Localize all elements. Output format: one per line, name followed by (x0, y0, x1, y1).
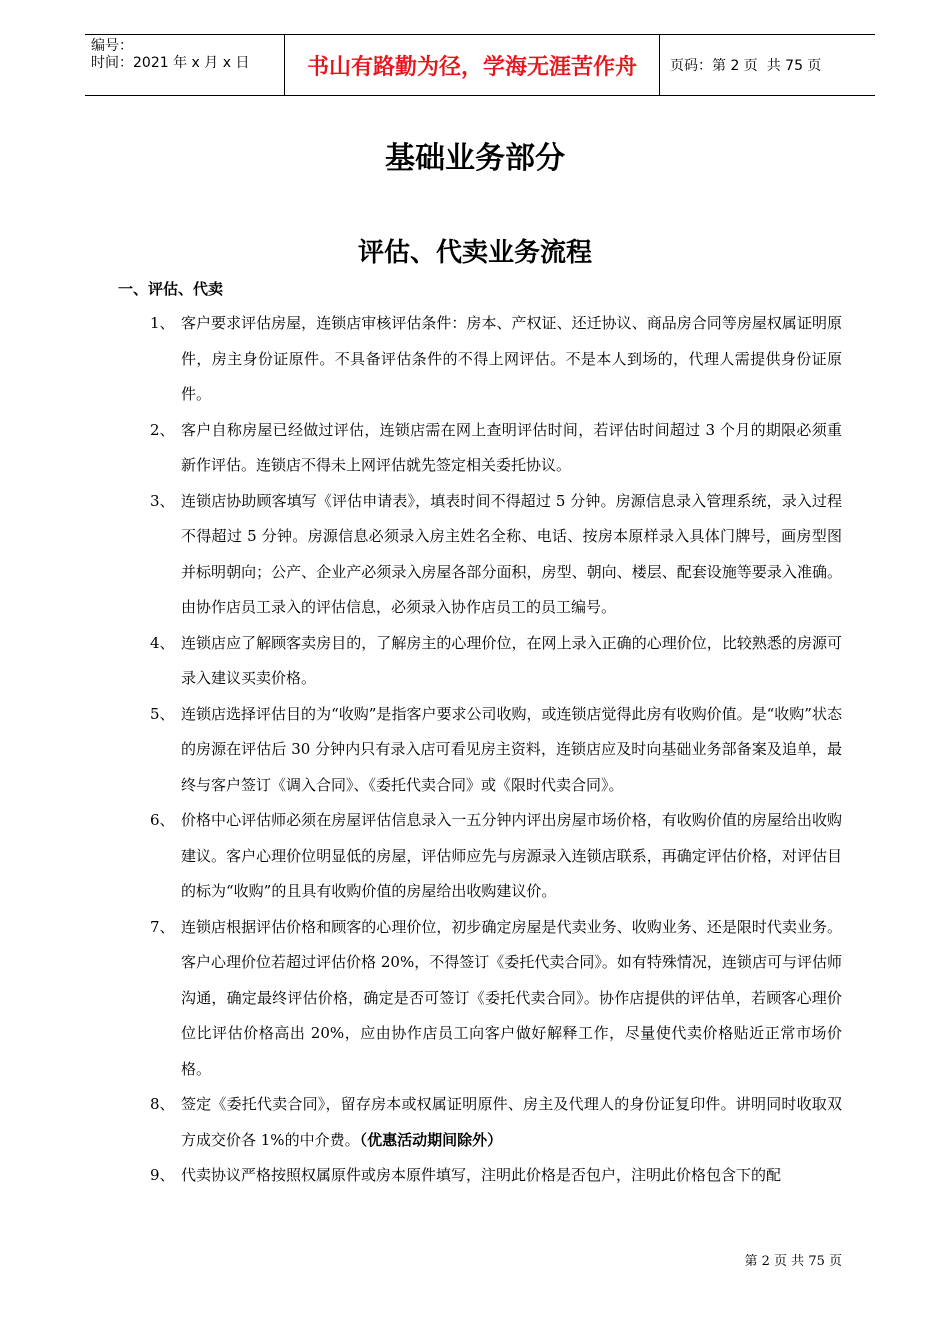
list-item (150, 484, 842, 626)
list-item (150, 1087, 842, 1158)
item-number: 9、 (150, 1166, 175, 1184)
item-text: 代卖协议严格按照权属原件或房本原件填写，注明此价格是否包户，注明此价格包含下的配 (181, 1166, 782, 1184)
motto: 书山有路勤为径，学海无涯苦作舟 (285, 35, 660, 95)
list-item (150, 697, 842, 804)
list-item (150, 910, 842, 1088)
item-bold-note: （优惠活动期间除外） (359, 1130, 503, 1149)
list-item (150, 626, 842, 697)
item-text-wrapper (181, 1087, 842, 1158)
item-number: 8、 (150, 1095, 175, 1113)
item-text: 价格中心评估师必须在房屋评估信息录入一五分钟内评出房屋市场价格，有收购价值的房屋给出收购建议。客户心理价位明显低的房屋，评估师应先与房源录入连锁店联系，再确定评估价格，对评估目的标为“收购”的且具有收购价值的房屋给出收购建议价。 (181, 811, 842, 900)
item-list (150, 306, 842, 1194)
item-number: 5、 (150, 704, 175, 723)
item-number: 3、 (150, 491, 175, 510)
time-label: 时间：2021 年 x 月 x 日 (91, 55, 250, 71)
item-text: 客户自称房屋已经做过评估，连锁店需在网上查明评估时间，若评估时间超过 3 个月的期限必须重新作评估。连锁店不得未上网评估就先签定相关委托协议。 (181, 420, 842, 474)
item-text: 连锁店根据评估价格和顾客的心理价位，初步确定房屋是代卖业务、收购业务、还是限时代卖业务。客户心理价位若超过评估价格 20%，不得签订《委托代卖合同》。如有特殊情况，连锁店可与评估师沟通，确定最终评估价格，确定是否可签订《委托代卖合同》。协作店提供的评估单，若顾客心理价位比评估价格高出 20%，应由协作店员工向客户做好解释工作，尽量使代卖价格贴近正常市场价格。 (181, 917, 842, 1078)
list-item (150, 1158, 842, 1194)
list-item (150, 803, 842, 910)
page-title: 基础业务部分 (385, 141, 565, 176)
item-text: 签定《委托代卖合同》，留存房本或权属证明原件、房主及代理人的身份证复印件。讲明同时收取双方成交价各 1%的中介费。 (181, 1095, 842, 1149)
page-footer: 第 2 页 共 75 页 (744, 1254, 842, 1269)
item-text: 连锁店应了解顾客卖房目的，了解房主的心理价位，在网上录入正确的心理价位，比较熟悉的房源可录入建议买卖价格。 (181, 633, 842, 687)
item-text: 连锁店协助顾客填写《评估申请表》，填表时间不得超过 5 分钟。房源信息录入管理系统，录入过程不得超过 5 分钟。房源信息必须录入房主姓名全称、电话、按房本原样录入具体门牌号，画房型图并标明朝向；公产、企业产必须录入房屋各部分面积，房型、朝向、楼层、配套设施等要录入准确。由协作店员工录入的评估信息，必须录入协作店员工的员工编号。 (181, 491, 842, 616)
item-number: 4、 (150, 633, 175, 652)
header-left-cell (85, 35, 285, 95)
item-number: 2、 (150, 420, 175, 439)
item-text: 客户要求评估房屋，连锁店审核评估条件：房本、产权证、还迁协议、商品房合同等房屋权属证明原件，房主身份证原件。不具备评估条件的不得上网评估。不是本人到场的，代理人需提供身份证原件。 (181, 314, 842, 403)
list-item (150, 306, 842, 413)
number-label: 编号： (91, 38, 133, 54)
page-subtitle: 评估、代卖业务流程 (357, 238, 592, 268)
header-table (85, 34, 875, 96)
list-item (150, 413, 842, 484)
page-label: 页码：第 2 页 共 75 页 (670, 58, 822, 74)
header-right-cell (660, 35, 875, 95)
item-number: 1、 (150, 314, 175, 332)
item-number: 7、 (150, 917, 175, 936)
section-heading: 一、评估、代卖 (118, 280, 224, 298)
item-number: 6、 (150, 811, 175, 829)
item-text: 连锁店选择评估目的为“收购”是指客户要求公司收购，或连锁店觉得此房有收购价值。是“收购”状态的房源在评估后 30 分钟内只有录入店可看见房主资料，连锁店应及时向基础业务部备案及追单，最终与客户签订《调入合同》、《委托代卖合同》或《限时代卖合同》。 (181, 704, 842, 794)
